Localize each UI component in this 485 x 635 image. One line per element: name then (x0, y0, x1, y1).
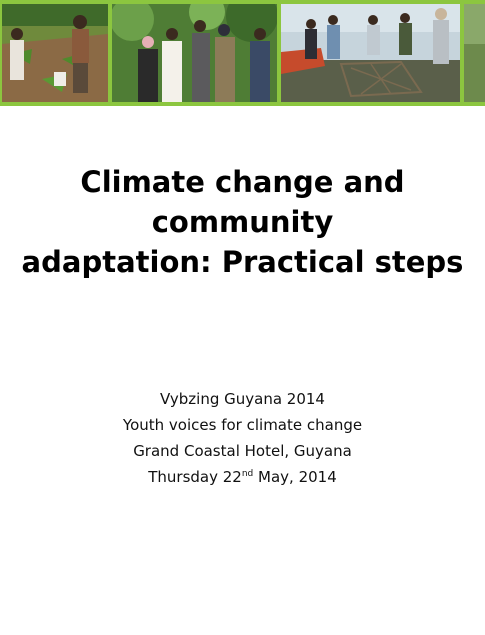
date-prefix: Thursday 22 (148, 468, 242, 486)
event-tagline: Youth voices for climate change (122, 416, 363, 434)
event-date (0, 464, 485, 490)
date-suffix: May, 2014 (253, 468, 337, 486)
photo-banner (0, 0, 485, 106)
event-name: Vybzing Guyana 2014 (160, 390, 325, 408)
event-details (0, 386, 485, 490)
title-line-2: adaptation: Practical steps (21, 245, 464, 279)
seashore-photo (281, 4, 460, 102)
event-venue: Grand Coastal Hotel, Guyana (133, 442, 352, 460)
slide-title (0, 162, 485, 282)
partial-photo (464, 4, 485, 102)
date-ordinal-suffix: nd (241, 469, 254, 479)
title-line-1: Climate change and community (80, 165, 405, 239)
forest-group-photo (112, 4, 277, 102)
farm-photo (2, 4, 108, 102)
